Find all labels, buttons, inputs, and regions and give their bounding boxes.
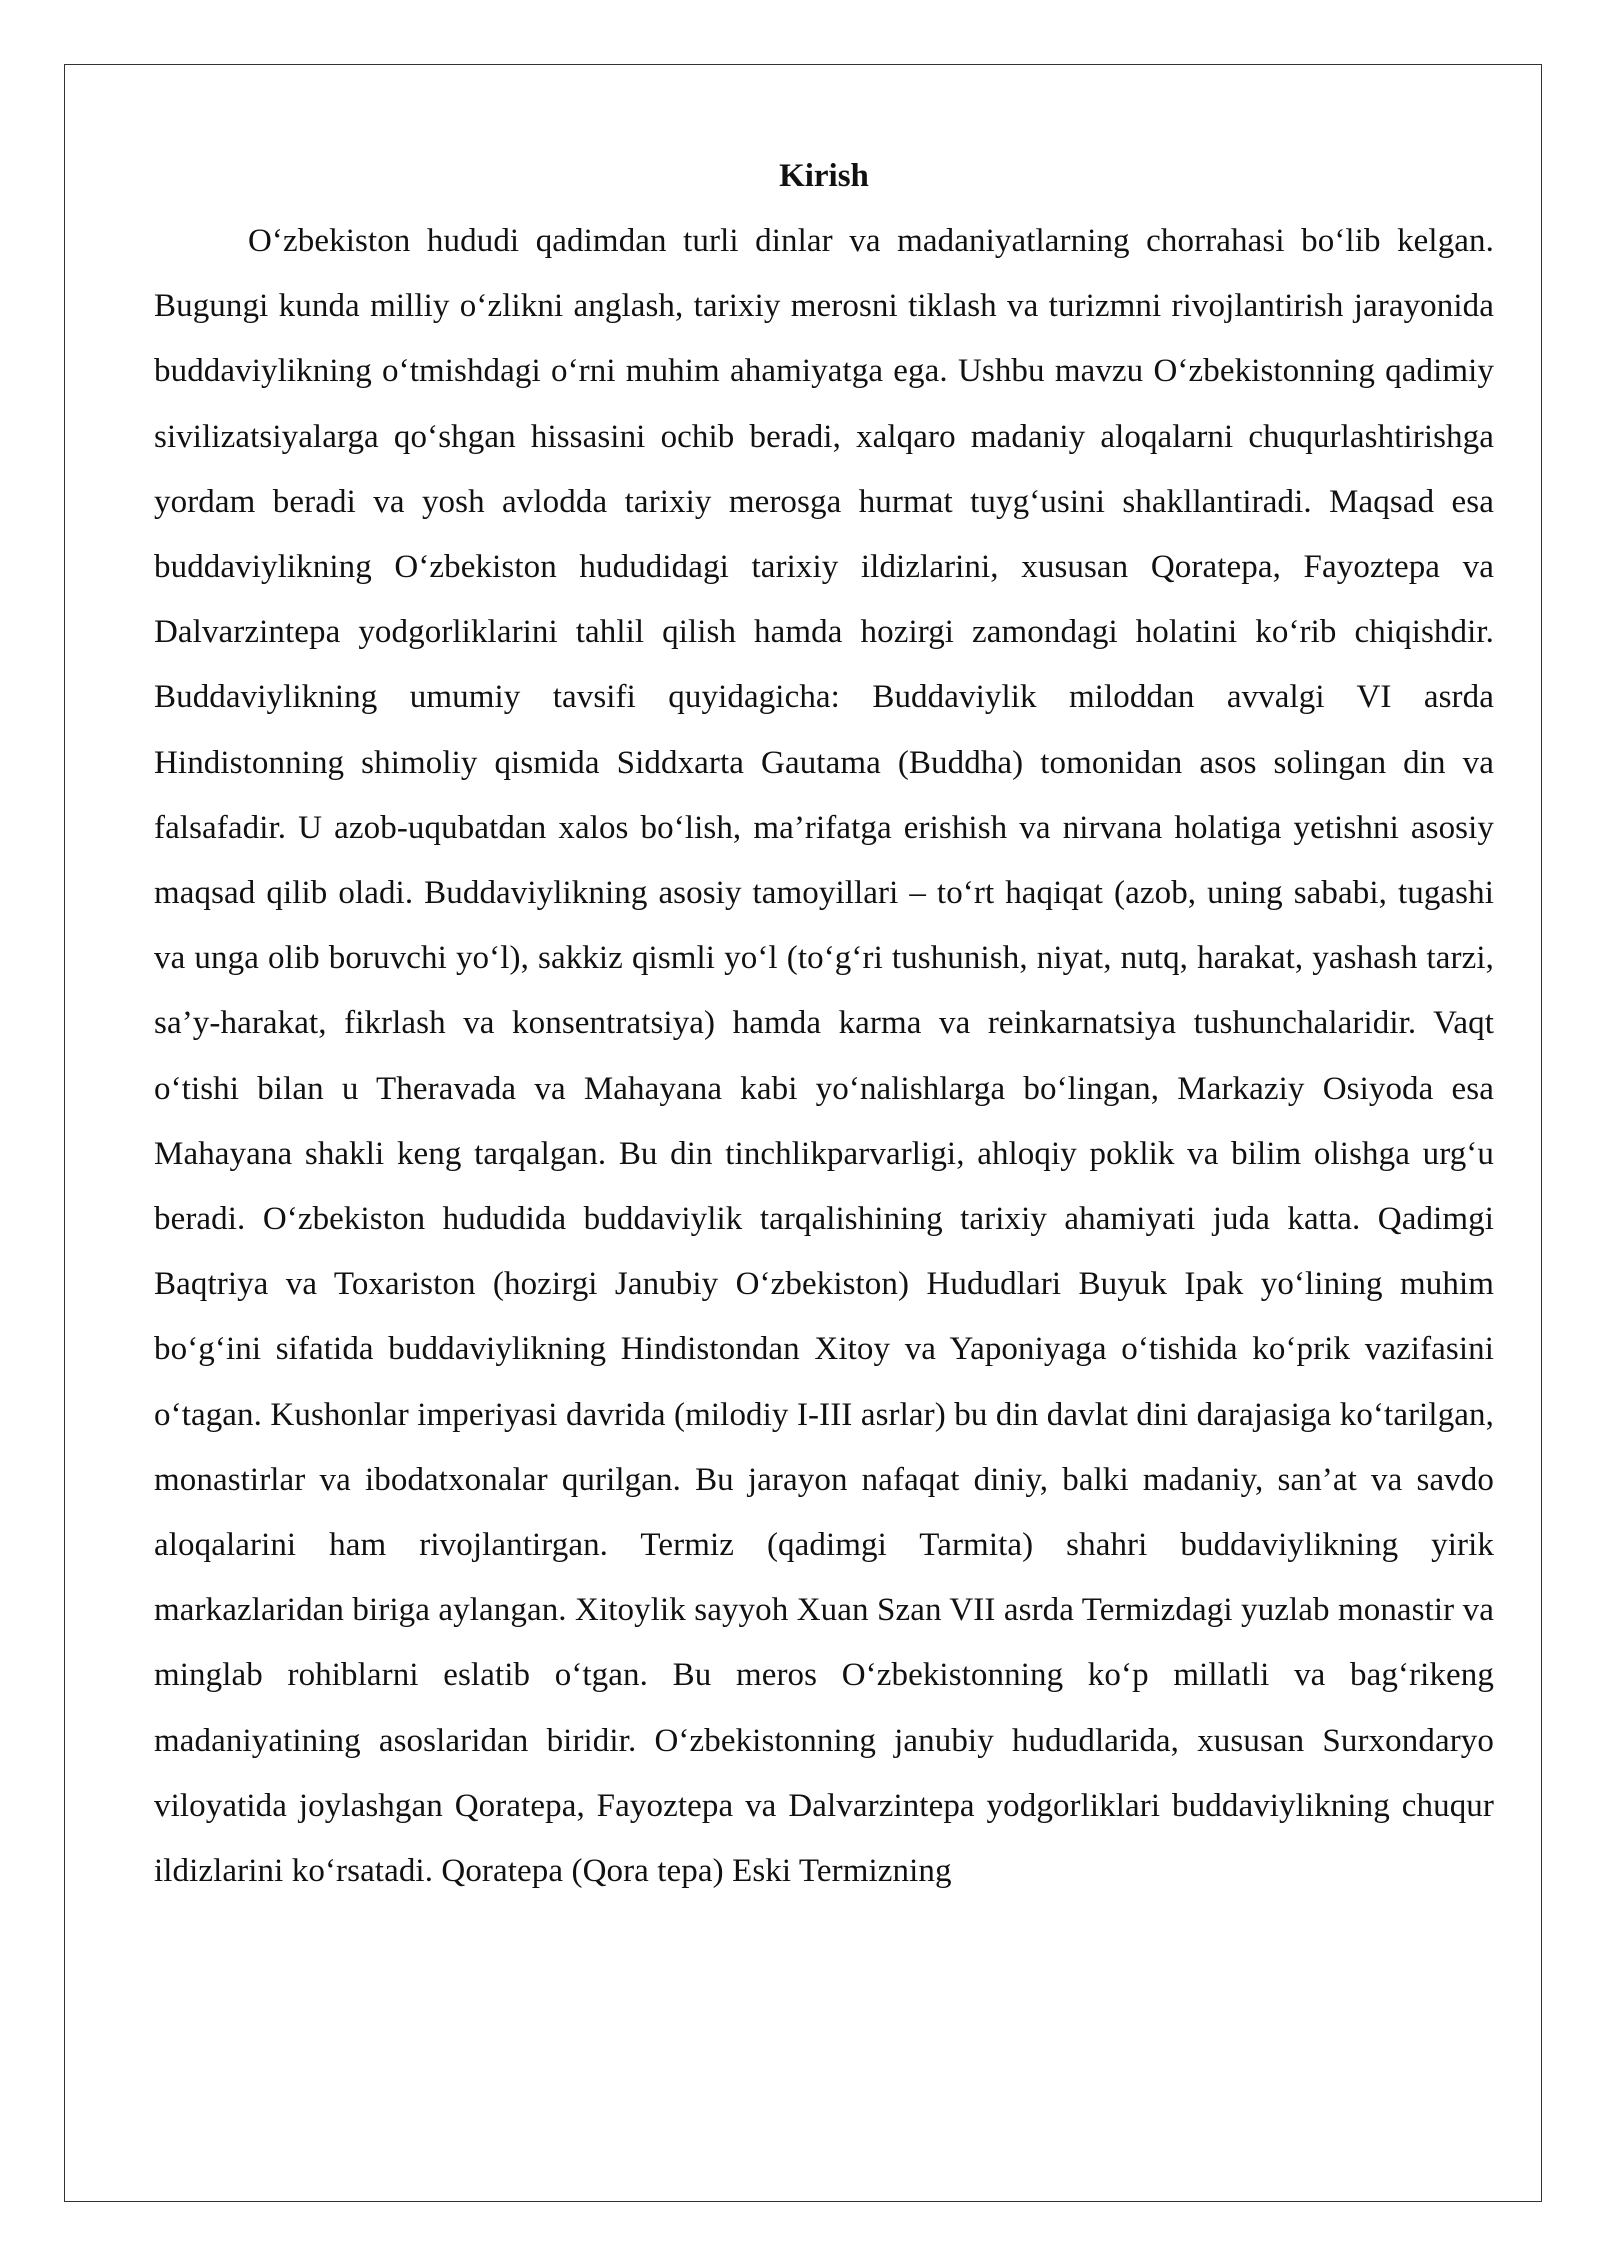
body-paragraph: O‘zbekiston hududi qadimdan turli dinlar va madaniyatlarning chorrahasi bo‘lib kelgan. Bugungi kunda milliy o‘zlikni anglash, tarixiy merosni tiklash va turizmni rivojlantirish jarayonida buddaviylikning o‘tmishdagi o‘rni muhim ahamiyatga ega. Ushbu mavzu O‘zbekistonning qadimiy sivilizatsiyalarga qo‘shgan hissasini ochib beradi, xalqaro madaniy aloqalarni chuqurlashtirishga yordam beradi va yosh avlodda tarixiy merosga hurmat tuyg‘usini shakllantiradi. Maqsad esa buddaviylikning O‘zbekiston hududidagi tarixiy ildizlarini, xususan Qoratepa, Fayoztepa va Dalvarzintepa yodgorliklarini tahlil qilish hamda hozirgi zamondagi holatini ko‘rib chiqishdir. Buddaviylikning umumiy tavsifi quyidagicha: Buddaviylik miloddan avvalgi VI asrda Hindistonning shimoliy qismida Siddxarta Gautama (Buddha) tomonidan asos solingan din va falsafadir. U azob-uqubatdan xalos bo‘lish, ma’rifatga erishish va nirvana holatiga yetishni asosiy maqsad qilib oladi. Buddaviylikning asosiy tamoyillari – to‘rt haqiqat (azob, uning sababi, tugashi va unga olib boruvchi yo‘l), sakkiz qismli yo‘l (to‘g‘ri tushunish, niyat, nutq, harakat, yashash tarzi, sa’y-harakat, fikrlash va konsentratsiya) hamda karma va reinkarnatsiya tushunchalaridir. Vaqt o‘tishi bilan u Theravada va Mahayana kabi yo‘nalishlarga bo‘lingan, Markaziy Osiyoda esa Mahayana shakli keng tarqalgan. Bu din tinchlikparvarligi, ahloqiy poklik va bilim olishga urg‘u beradi. O‘zbekiston hududida buddaviylik tarqalishining tarixiy ahamiyati juda katta. Qadimgi Baqtriya va Toxariston (hozirgi Janubiy O‘zbekiston) Hududlari Buyuk Ipak yo‘lining muhim bo‘g‘ini sifatida buddaviylikning Hindistondan Xitoy va Yaponiyaga o‘tishida ko‘prik vazifasini o‘tagan. Kushonlar imperiyasi davrida (milodiy I-III asrlar) bu din davlat dini darajasiga ko‘tarilgan, monastirlar va ibodatxonalar qurilgan. Bu jarayon nafaqat diniy, balki madaniy, san’at va savdo aloqalarini ham rivojlantirgan. Termiz (qadimgi Tarmita) shahri buddaviylikning yirik markazlaridan biriga aylangan. Xitoylik sayyoh Xuan Szan VII asrda Termizdagi yuzlab monastir va minglab rohiblarni eslatib o‘tgan. Bu meros O‘zbekistonning ko‘p millatli va bag‘rikeng madaniyatining asoslaridan biridir. O‘zbekistonning janubiy hududlarida, xususan Surxondaryo viloyatida joylashgan Qoratepa, Fayoztepa va Dalvarzintepa yodgorliklari buddaviylikning chuqur ildizlarini ko‘rsatadi. Qoratepa (Qora tepa) Eski Termizning: [154, 223, 1494, 1890]
document-content: [154, 143, 1494, 1904]
document-title: Kirish: [779, 158, 869, 194]
